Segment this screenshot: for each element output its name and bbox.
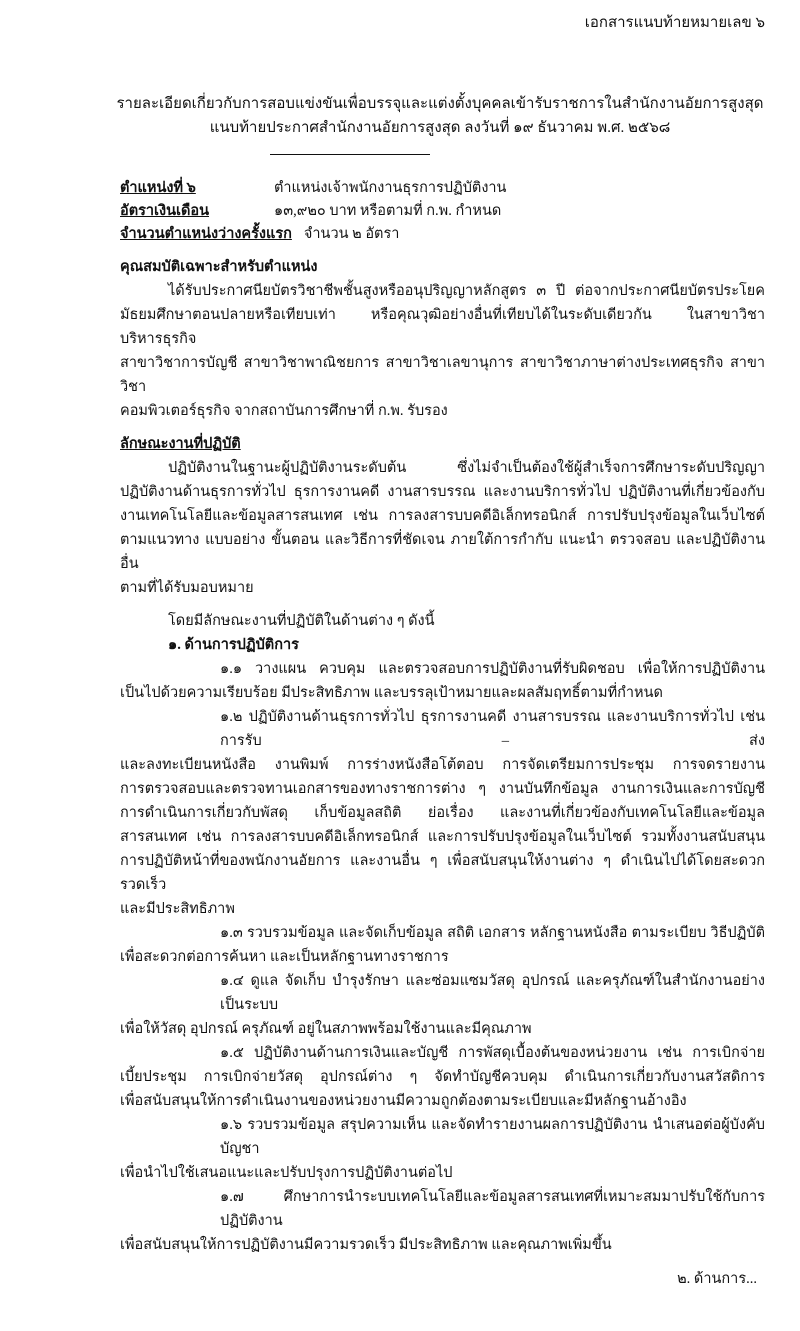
paragraph-line: ๑.๗ ศึกษาการนำระบบเทคโนโลยีและข้อมูลสารสนเทศที่เหมาะสมมาปรับใช้กับการปฏิบัติงาน — [220, 1189, 765, 1229]
paragraph-line: ตามแนวทาง แบบอย่าง ขั้นตอน และวิธีการที่ชัดเจน ภายใต้การกำกับ แนะนำ ตรวจสอบ และปฏิบัติงานอื่น — [120, 532, 765, 572]
title-divider — [270, 154, 430, 155]
paragraph-line: เบี้ยประชุม การเบิกจ่ายวัสดุ อุปกรณ์ต่าง ๆ จัดทำบัญชีควบคุม ดำเนินการเกี่ยวกับงานสวัสดิการ — [120, 1069, 765, 1085]
document-title-line-1: รายละเอียดเกี่ยวกับการสอบแข่งขันเพื่อบรรจุและแต่งตั้งบุคคลเข้ารับราชการในสำนักงานอัยการสูงสุด — [116, 96, 764, 112]
paragraph-line: ๑.๑ วางแผน ควบคุม และตรวจสอบการปฏิบัติงานที่รับผิดชอบ เพื่อให้การปฏิบัติงาน — [220, 661, 765, 677]
paragraph-line: ๑.๔ ดูแล จัดเก็บ บำรุงรักษา และซ่อมแซมวัสดุ อุปกรณ์ และครุภัณฑ์ในสำนักงานอย่างเป็นระบบ — [220, 973, 765, 1013]
paragraph-line: การดำเนินการเกี่ยวกับพัสดุ เก็บข้อมูลสถิติ ย่อเรื่อง และงานที่เกี่ยวข้องกับเทคโนโลยีและข้อมูล — [120, 805, 765, 821]
vacancy-label: จำนวนตำแหน่งว่างครั้งแรก — [120, 226, 292, 242]
document-body — [120, 255, 765, 1291]
vacancy-value: จำนวน ๒ อัตรา — [303, 226, 400, 242]
position-label: ตำแหน่งที่ ๖ — [120, 180, 196, 196]
paragraph-line: งานเทคโนโลยีและข้อมูลสารสนเทศ เช่น การลงสารบบคดีอิเล็กทรอนิกส์ การปรับปรุงข้อมูลในเว็บไซต์ — [120, 508, 765, 524]
paragraph-line: การตรวจสอบและตรวจทานเอกสารของทางราชการต่าง ๆ งานบันทึกข้อมูล งานการเงินและการบัญชี — [120, 781, 765, 797]
salary-label: อัตราเงินเดือน — [120, 203, 209, 219]
position-value: ตำแหน่งเจ้าพนักงานธุรการปฏิบัติงาน — [274, 180, 507, 196]
paragraph-line: และลงทะเบียนหนังสือ งานพิมพ์ การร่างหนังสือโต้ตอบ การจัดเตรียมการประชุม การจดรายงาน — [120, 757, 765, 773]
section-1-heading: ๑. ด้านการปฏิบัติการ — [168, 637, 299, 653]
salary-value: ๑๓,๙๒๐ บาท หรือตามที่ ก.พ. กำหนด — [274, 203, 502, 219]
vacancy-row — [120, 223, 765, 246]
paragraph-line: ได้รับประกาศนียบัตรวิชาชีพชั้นสูงหรืออนุปริญญาหลักสูตร ๓ ปี ต่อจากประกาศนียบัตรประโยค — [168, 283, 765, 299]
job-description-heading: ลักษณะงานที่ปฏิบัติ — [120, 436, 241, 452]
paragraph-line: เพื่อให้วัสดุ อุปกรณ์ ครุภัณฑ์ อยู่ในสภาพพร้อมใช้งานและมีคุณภาพ — [120, 1021, 532, 1037]
duty-item — [120, 1185, 765, 1257]
document-reference-number: เอกสารแนบท้ายหมายเลข ๖ — [584, 15, 765, 31]
job-description-paragraph — [120, 456, 765, 600]
paragraph-line: ปฏิบัติงานด้านธุรการทั่วไป ธุรการงานคดี งานสารบรรณ และงานบริการทั่วไป ปฏิบัติงานที่เกี่ยวข้องกับ — [120, 484, 765, 500]
paragraph-line: เพื่อนำไปใช้เสนอแนะและปรับปรุงการปฏิบัติงานต่อไป — [120, 1165, 453, 1181]
position-row — [120, 177, 765, 200]
duty-item — [120, 969, 765, 1041]
document-title-line-2: แนบท้ายประกาศสำนักงานอัยการสูงสุด ลงวันที่ ๑๙ ธันวาคม พ.ศ. ๒๕๖๘ — [209, 120, 671, 136]
duty-item — [120, 1113, 765, 1185]
duty-item — [120, 657, 765, 705]
paragraph-line: การปฏิบัติหน้าที่ของพนักงานอัยการ และงานอื่น ๆ เพื่อสนับสนุนให้งานต่าง ๆ ดำเนินไปได้โดยสะดวก รวดเร็ว — [120, 853, 765, 893]
duty-item — [120, 1041, 765, 1113]
duty-item — [120, 705, 765, 921]
paragraph-line: เพื่อสะดวกต่อการค้นหา และเป็นหลักฐานทางราชการ — [120, 949, 449, 965]
paragraph-line: ๑.๖ รวบรวมข้อมูล สรุปความเห็น และจัดทำรายงานผลการปฏิบัติงาน นำเสนอต่อผู้บังคับบัญชา — [220, 1117, 765, 1157]
paragraph-line: เพื่อสนับสนุนให้การปฏิบัติงานมีความรวดเร็ว มีประสิทธิภาพ และคุณภาพเพิ่มขึ้น — [120, 1237, 612, 1253]
paragraph-line: ๑.๒ ปฏิบัติงานด้านธุรการทั่วไป ธุรการงานคดี งานสารบรรณ และงานบริการทั่วไป เช่น การรับ – ส่ง — [220, 709, 765, 749]
paragraph-line: ตามที่ได้รับมอบหมาย — [120, 580, 254, 596]
page-continuation: ๒. ด้านการ... — [677, 1271, 757, 1287]
paragraph-line: และมีประสิทธิภาพ — [120, 901, 235, 917]
duty-items — [120, 657, 765, 1257]
qualifications-heading: คุณสมบัติเฉพาะสำหรับตำแหน่ง — [120, 259, 318, 275]
paragraph-line: ปฏิบัติงานในฐานะผู้ปฏิบัติงานระดับต้น ซึ่งไม่จำเป็นต้องใช้ผู้สำเร็จการศึกษาระดับปริญญา — [168, 460, 765, 476]
salary-row — [120, 200, 765, 223]
duty-item — [120, 921, 765, 969]
paragraph-line: ๑.๓ รวบรวมข้อมูล และจัดเก็บข้อมูล สถิติ เอกสาร หลักฐานหนังสือ ตามระเบียบ วิธีปฏิบัติ — [220, 925, 765, 941]
paragraph-line: เพื่อสนับสนุนให้การดำเนินงานของหน่วยงานมีความถูกต้องตามระเบียบและมีหลักฐานอ้างอิง — [120, 1093, 687, 1109]
paragraph-line: สาขาวิชาการบัญชี สาขาวิชาพาณิชยการ สาขาวิชาเลขานุการ สาขาวิชาภาษาต่างประเทศธุรกิจ สาขาวิชา — [120, 355, 765, 395]
qualifications-paragraph — [120, 279, 765, 423]
position-fields — [120, 177, 765, 246]
paragraph-line: เป็นไปด้วยความเรียบร้อย มีประสิทธิภาพ และบรรลุเป้าหมายและผลสัมฤทธิ์ตามที่กำหนด — [120, 685, 663, 701]
paragraph-line: คอมพิวเตอร์ธุรกิจ จากสถาบันการศึกษาที่ ก.พ. รับรอง — [120, 403, 448, 419]
duties-intro: โดยมีลักษณะงานที่ปฏิบัติในด้านต่าง ๆ ดังนี้ — [168, 613, 435, 629]
paragraph-line: ๑.๕ ปฏิบัติงานด้านการเงินและบัญชี การพัสดุเบื้องต้นของหน่วยงาน เช่น การเบิกจ่าย — [220, 1045, 765, 1061]
paragraph-line: มัธยมศึกษาตอนปลายหรือเทียบเท่า หรือคุณวุฒิอย่างอื่นที่เทียบได้ในระดับเดียวกัน ในสาขาวิชาบริหารธุรกิจ — [120, 307, 765, 347]
paragraph-line: สารสนเทศ เช่น การลงสารบบคดีอิเล็กทรอนิกส์ และการปรับปรุงข้อมูลในเว็บไซต์ รวมทั้งงานสนับสนุน — [120, 829, 765, 845]
